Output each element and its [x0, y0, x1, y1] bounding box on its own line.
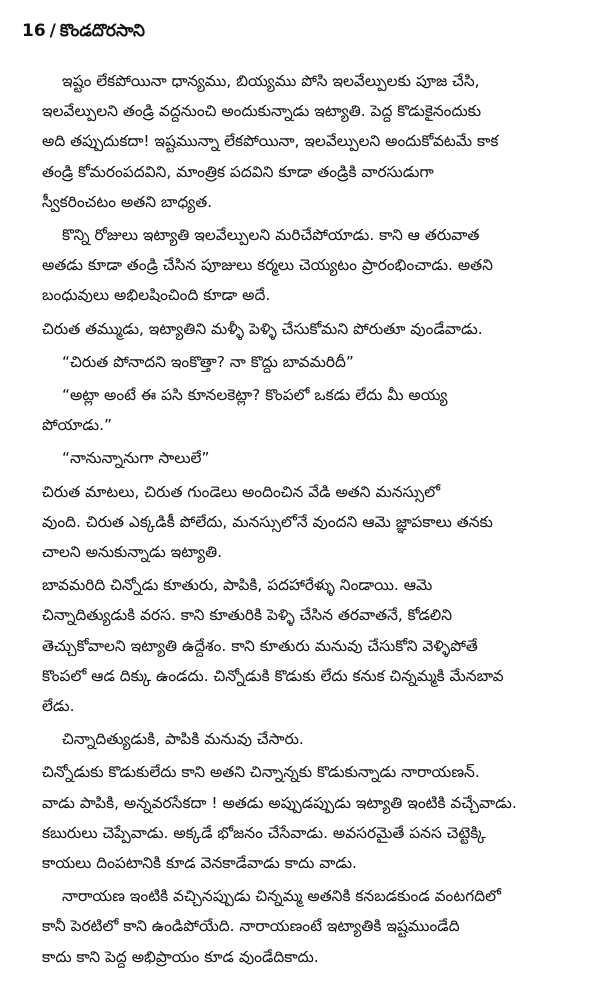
paragraph	[42, 380, 576, 440]
text-line: అది తప్పుదుకదా! ఇష్టమున్నా లేకపోయినా, ఇలవేల్పులని అందుకోవటమే కాక	[42, 132, 499, 151]
paragraph	[42, 477, 576, 568]
text-line: కానీ పెరటిలో కాని ఉండిపోయేది. నారాయణంటే ఇట్యాతికి ఇష్టముండేది	[42, 917, 460, 936]
text-line: అతడు కూడా తండ్రి చేసిన పూజులు కర్మలు చెయ్యటం ప్రారంభించాడు. అతని	[42, 256, 493, 275]
paragraph	[42, 724, 576, 754]
text-line: “చిరుత పోనాదని ఇంకొత్తా? నా కొద్దు బావమరిదీ”	[62, 352, 354, 371]
paragraph	[42, 347, 576, 377]
text-line: నారాయణ ఇంటికి వచ్చినప్పుడు చిన్నమ్మ అతనికి కనబడకుండ వంటగదిలో	[62, 887, 501, 906]
paragraph	[42, 757, 576, 878]
running-header	[22, 20, 578, 42]
text-line: ఇలవేల్పులని తండ్రి వద్దనుంచి అందుకున్నాడు ఇట్యాతి. పెద్ద కొడుకైనందుకు	[42, 102, 482, 121]
text-line: తెచ్చుకోవాలని ఇట్యాతి ఉద్దేశం. కాని కూతురు మనువు చేసుకోని వెళ్ళిపోతే	[42, 636, 478, 655]
text-line: చిన్నాదిత్యుడుకి, పాపికి మనువు చేసారు.	[62, 730, 304, 749]
text-line: ఇష్టం లేకపోయినా ధాన్యము, బియ్యము పోసి ఇలవేల్పులకు పూజ చేసి,	[62, 72, 480, 90]
text-line: కబురులు చెప్పేవాడు. అక్కడే భోజనం చేసేవాడు. అవసరమైతే పనస చెట్టెక్కి	[42, 823, 486, 842]
paragraph	[42, 443, 576, 473]
text-line: చిరుత మాటలు, చిరుత గుండెలు అందించిన వేడి అతని మనస్సులో	[42, 482, 441, 501]
text-line: కొంపలో ఆడ దిక్కు ఉండదు. చిన్నోడుకి కొడుకు లేదు కనుక చిన్నమ్మకి మేనబావ	[42, 666, 504, 685]
text-line: లేడు.	[42, 697, 75, 716]
paragraph	[42, 314, 576, 344]
text-line: బావమరిది చిన్నోడు కూతురు, పాపికి, పదహారేళ్ళు నిండాయి. ఆమె	[42, 576, 433, 595]
text-line: చాలని అనుకున్నాడు ఇట్యాతి.	[42, 543, 223, 562]
paragraph	[42, 570, 576, 721]
body-text	[42, 66, 576, 975]
text-line: వుంది. చిరుత ఎక్కడికీ పోలేదు, మనస్సులోనే వుందని ఆమె జ్ఞాపకాలు తనకు	[42, 512, 493, 531]
paragraph	[42, 66, 576, 217]
text-line: కాదు కాని పెద్ద అభిప్రాయం కూడ వుండేదికాదు.	[42, 947, 319, 966]
book-title: కొండదొరసాని	[59, 21, 145, 41]
text-line: వాడు పాపికి, అన్నవరసేకదా ! అతడు అప్పుడప్పుడు ఇట్యాతి ఇంటికి వచ్చేవాడు.	[42, 793, 517, 812]
header-separator: /	[49, 21, 56, 41]
text-line: చిన్నోడుకు కొడుకులేదు కాని అతని చిన్నాన్నకు కొడుకున్నాడు నారాయణన్.	[42, 763, 480, 782]
text-line: కొన్ని రోజులు ఇట్యాతి ఇలవేల్పులని మరిచేపోయాడు. కాని ఆ తరువాత	[62, 226, 480, 245]
text-line: చిన్నాదిత్యుడుకి వరస. కాని కూతురికి పెళ్ళి చేసిన తరవాతనే, కోడలిని	[42, 606, 453, 625]
text-line: బంధువులు అభిలషించింది కూడా అదే.	[42, 286, 271, 305]
text-line: తండ్రి కోమరంపదవిని, మాంత్రిక పదవిని కూడా తండ్రికి వారసుడుగా	[42, 162, 434, 181]
text-line: స్వీకరించటం అతని బాధ్యత.	[42, 192, 213, 211]
paragraph	[42, 220, 576, 311]
text-line: చిరుత తమ్ముడు, ఇట్యాతిని మళ్ళీ పెళ్ళి చేసుకోమని పోరుతూ వుండేవాడు.	[42, 319, 483, 338]
text-line: కాయలు దింపటానికి కూడ వెనకాడేవాడు కాదు వాడు.	[42, 854, 357, 873]
page-number: 16	[22, 21, 46, 41]
paragraph	[42, 881, 576, 972]
text-line: పోయాడు.”	[42, 416, 112, 435]
text-line: “అట్లా అంటే ఈ పసి కూనలకెట్లా? కొంపలో ఒకడు లేదు మీ అయ్య	[62, 386, 448, 405]
text-line: “నానున్నానుగా సాలులే”	[62, 449, 210, 468]
